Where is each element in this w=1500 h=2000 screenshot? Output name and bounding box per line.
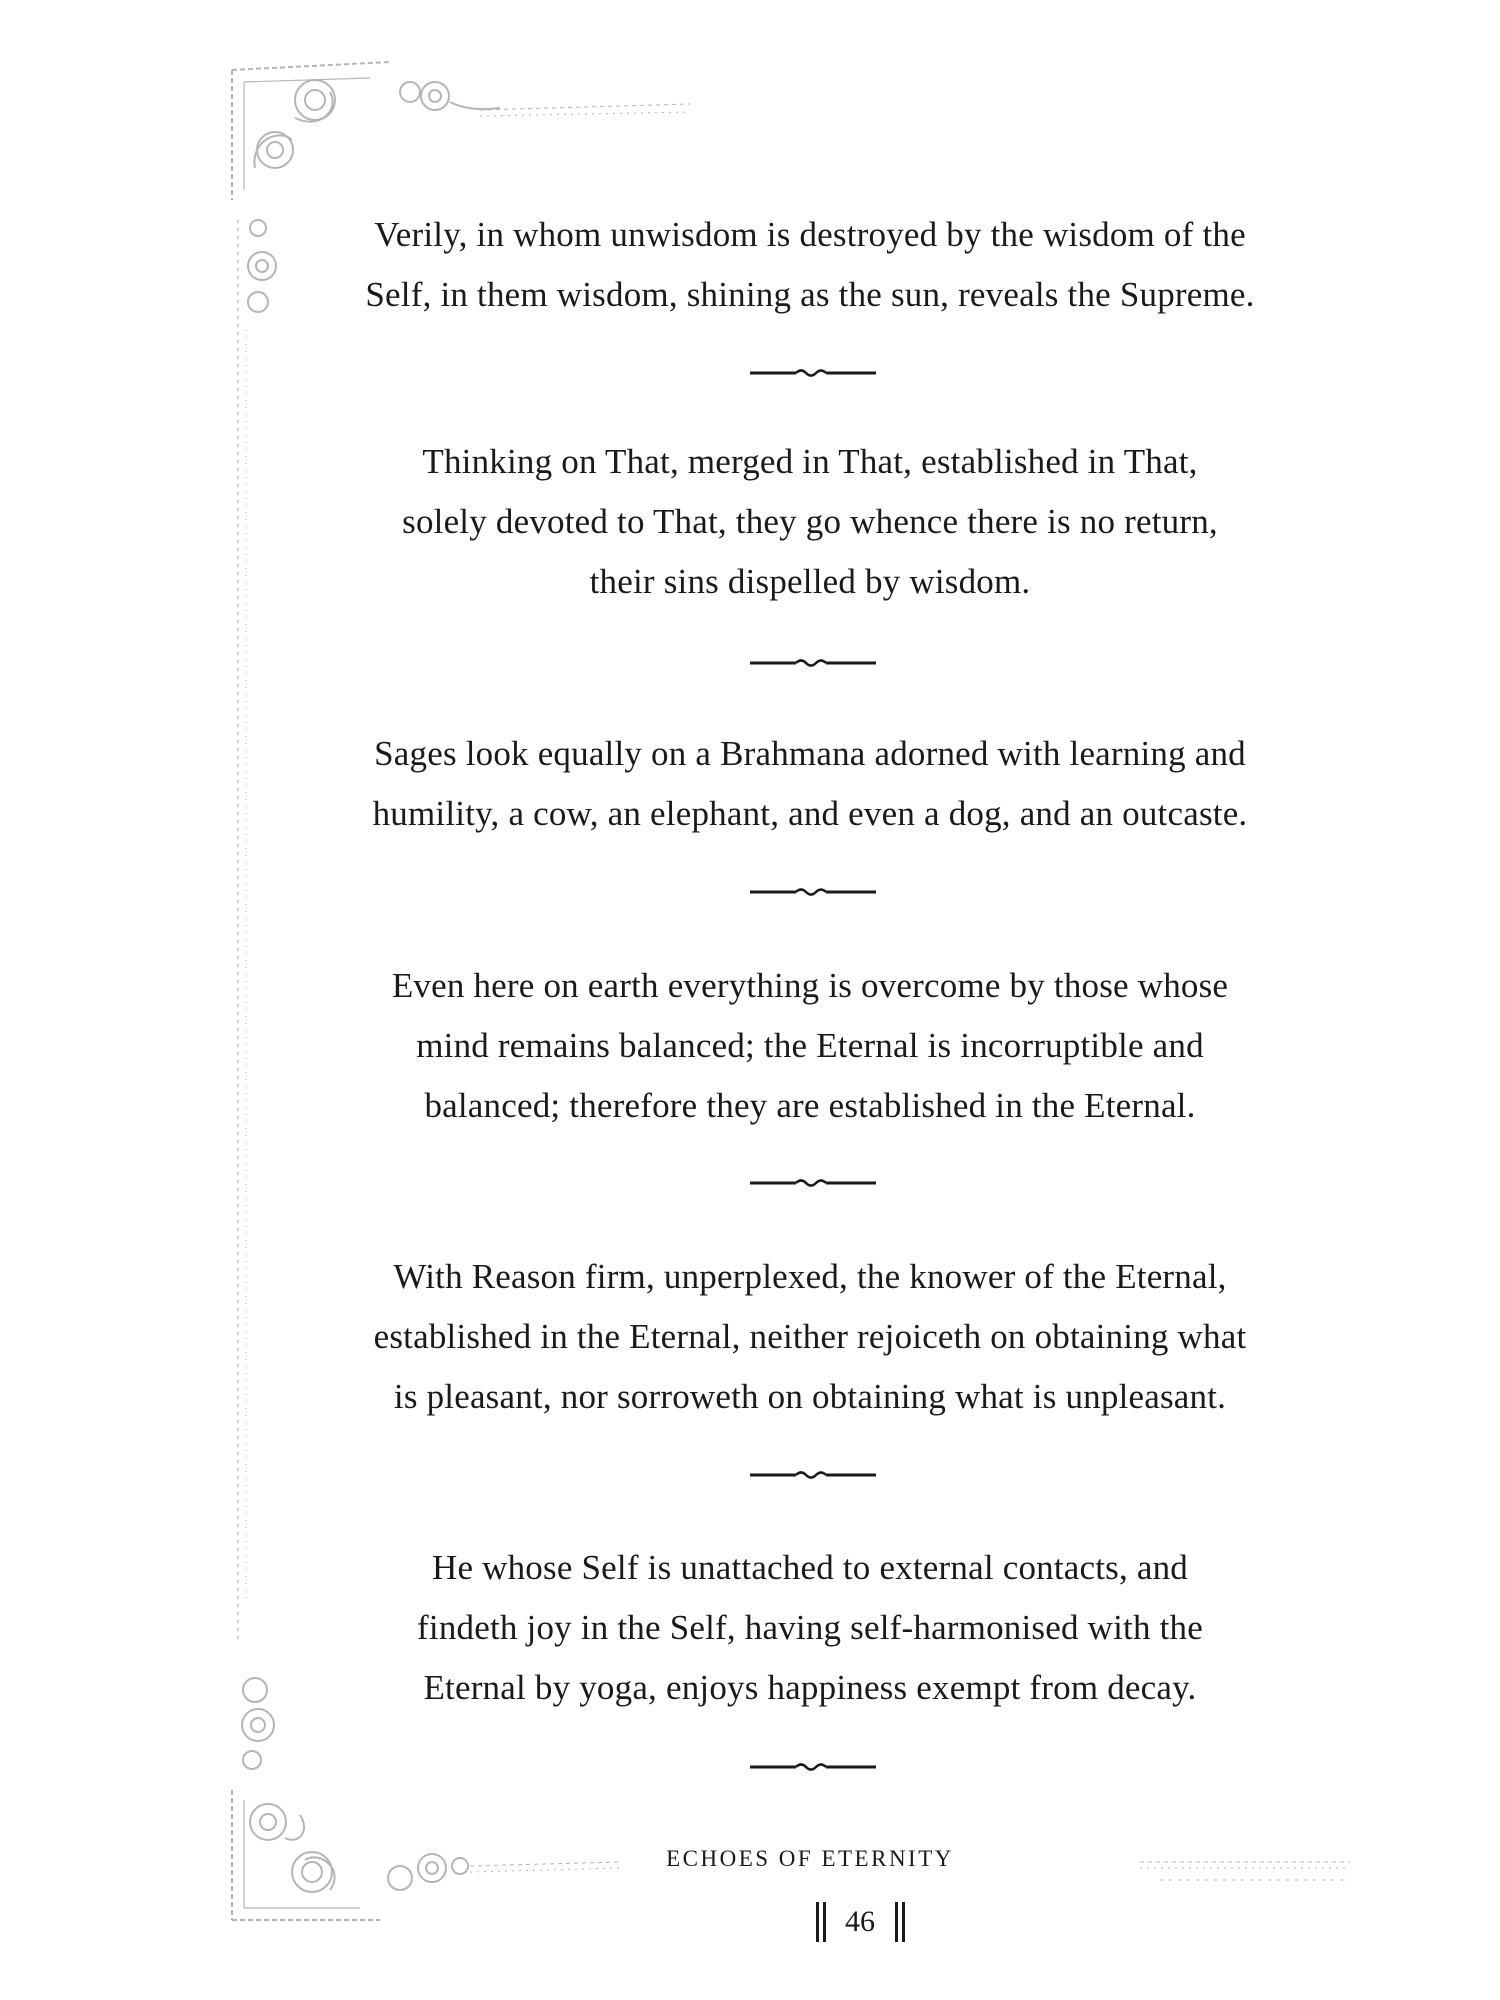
verse-line: Even here on earth everything is overcome by those whose	[391, 966, 1229, 1005]
section-divider-ornament	[748, 1467, 878, 1483]
verse-line: With Reason firm, unperplexed, the knower of the Eternal,	[393, 1257, 1227, 1296]
verse-line: established in the Eternal, neither rejoiceth on obtaining what	[373, 1317, 1247, 1356]
verse-5	[330, 1247, 1290, 1427]
verse-4	[330, 956, 1290, 1136]
verse-1	[330, 205, 1290, 325]
section-divider-ornament	[748, 1175, 878, 1191]
verse-line: humility, a cow, an elephant, and even a dog, and an outcaste.	[372, 794, 1248, 833]
verse-line: findeth joy in the Self, having self-harmonised with the	[417, 1608, 1203, 1647]
verse-line: mind remains balanced; the Eternal is incorruptible and	[416, 1026, 1204, 1065]
verse-line: Verily, in whom unwisdom is destroyed by the wisdom of the	[374, 215, 1246, 254]
verse-line: their sins dispelled by wisdom.	[589, 562, 1031, 601]
section-divider-ornament	[748, 655, 878, 671]
page-number-bar	[816, 1902, 819, 1942]
section-divider-ornament	[748, 884, 878, 900]
page-number-value: 46	[845, 1905, 875, 1939]
verse-line: solely devoted to That, they go whence there is no return,	[402, 502, 1218, 541]
verse-line: is pleasant, nor sorroweth on obtaining what is unpleasant.	[393, 1377, 1227, 1416]
verse-line: Sages look equally on a Brahmana adorned with learning and	[374, 734, 1246, 773]
verse-2	[330, 432, 1290, 612]
page-number-bar	[823, 1902, 826, 1942]
verse-line: Eternal by yoga, enjoys happiness exempt from decay.	[423, 1668, 1197, 1707]
verse-line: balanced; therefore they are established in the Eternal.	[424, 1086, 1196, 1125]
section-divider-ornament	[748, 365, 878, 381]
book-title-footer: ECHOES OF ETERNITY	[666, 1846, 954, 1871]
page-number	[760, 1895, 960, 1947]
page-number-bar	[902, 1902, 905, 1942]
verse-3	[330, 724, 1290, 844]
section-divider-ornament	[748, 1759, 878, 1775]
verse-line: Self, in them wisdom, shining as the sun, reveals the Supreme.	[365, 275, 1255, 314]
verse-line: He whose Self is unattached to external contacts, and	[431, 1548, 1189, 1587]
page-number-bar	[895, 1902, 898, 1942]
verse-6	[330, 1538, 1290, 1718]
verse-line: Thinking on That, merged in That, established in That,	[422, 442, 1198, 481]
